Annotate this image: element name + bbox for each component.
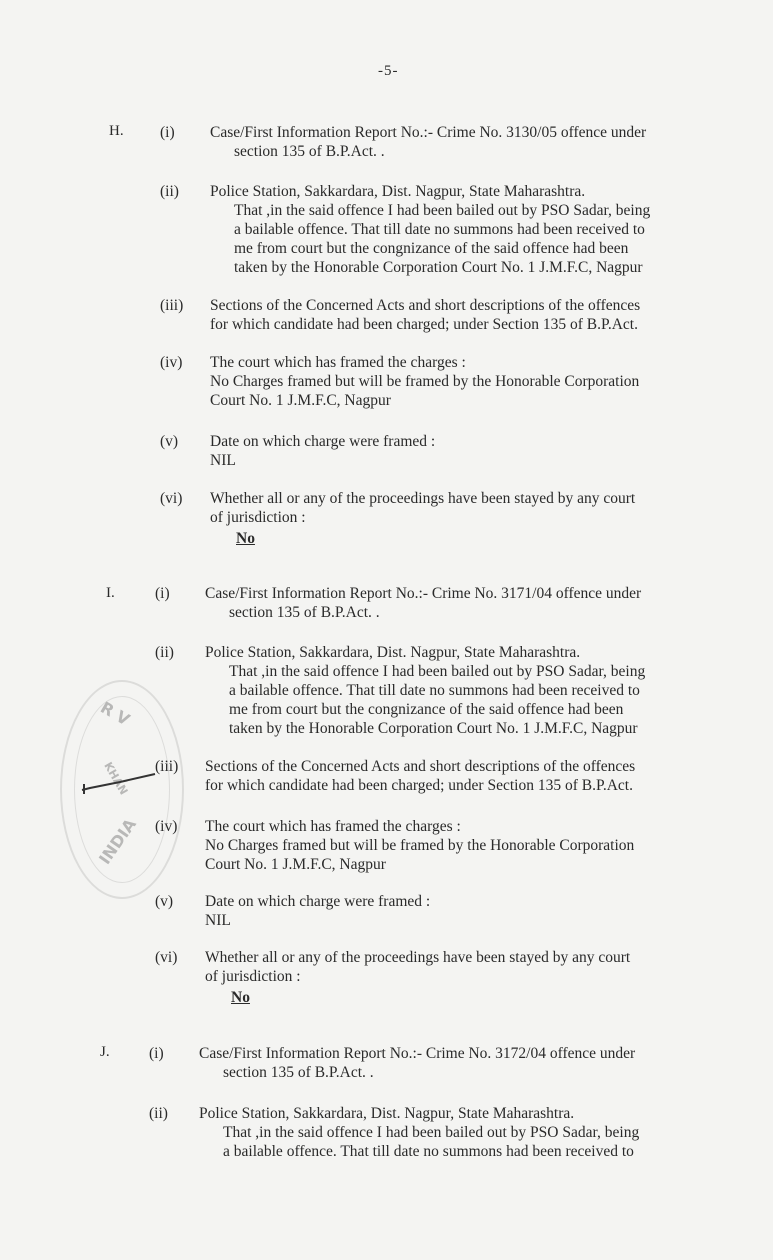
text-line: Sections of the Concerned Acts and short descriptions of the offences (205, 758, 636, 775)
item-text (205, 584, 641, 622)
item-number: (iv) (155, 818, 178, 835)
text-line: That ,in the said offence I had been bailed out by PSO Sadar, being (223, 1124, 640, 1141)
item-text (205, 643, 645, 738)
item-text (210, 123, 646, 161)
text-line: of jurisdiction : (205, 968, 301, 985)
item-number: (vi) (160, 490, 183, 507)
item-number: (i) (149, 1045, 164, 1062)
section-label: I. (106, 585, 115, 601)
text-line: taken by the Honorable Corporation Court No. 1 J.M.F.C, Nagpur (229, 720, 638, 737)
text-line: me from court but the congnizance of the said offence had been (234, 240, 629, 257)
page-number: -5- (378, 63, 399, 79)
text-line: Case/First Information Report No.:- Crime No. 3171/04 offence under (205, 585, 642, 602)
text-line: Court No. 1 J.M.F.C, Nagpur (210, 392, 391, 409)
pen-mark-icon (80, 770, 160, 800)
text-line: section 135 of B.P.Act. . (223, 1064, 374, 1081)
item-text (205, 757, 635, 795)
text-line: NIL (210, 452, 236, 469)
stamp-text-top: R V (97, 697, 134, 730)
text-line: of jurisdiction : (210, 509, 306, 526)
text-line: taken by the Honorable Corporation Court No. 1 J.M.F.C, Nagpur (234, 259, 643, 276)
text-line: a bailable offence. That till date no summons had been received to (234, 221, 645, 238)
item-text (210, 432, 435, 470)
item-text (199, 1104, 639, 1161)
text-line: a bailable offence. That till date no summons had been received to (223, 1143, 634, 1160)
text-line: Whether all or any of the proceedings have been stayed by any court (210, 490, 636, 507)
stamp-text-mid: KHAN (101, 759, 131, 798)
text-line: Sections of the Concerned Acts and short descriptions of the offences (210, 297, 641, 314)
item-text (205, 892, 430, 930)
item-number: (ii) (160, 183, 179, 200)
item-text (205, 817, 634, 874)
stamp-text-bottom: INDIA (95, 815, 140, 868)
text-line: Date on which charge were framed : (205, 893, 431, 910)
item-number: (vi) (155, 949, 178, 966)
text-line: Whether all or any of the proceedings have been stayed by any court (205, 949, 631, 966)
item-number: (v) (155, 893, 174, 910)
text-line: me from court but the congnizance of the said offence had been (229, 701, 624, 718)
text-line: No Charges framed but will be framed by the Honorable Corporation (205, 837, 635, 854)
text-line: The court which has framed the charges : (205, 818, 461, 835)
section-label: J. (100, 1044, 110, 1060)
section-label: H. (109, 123, 124, 139)
item-number: (ii) (155, 644, 174, 661)
text-line: Police Station, Sakkardara, Dist. Nagpur, State Maharashtra. (210, 183, 586, 200)
text-line: Case/First Information Report No.:- Crime No. 3172/04 offence under (199, 1045, 636, 1062)
text-line: Date on which charge were framed : (210, 433, 436, 450)
item-text (210, 296, 640, 334)
text-line: Police Station, Sakkardara, Dist. Nagpur, State Maharashtra. (205, 644, 581, 661)
text-line: for which candidate had been charged; under Section 135 of B.P.Act. (205, 777, 633, 794)
text-line: Police Station, Sakkardara, Dist. Nagpur, State Maharashtra. (199, 1105, 575, 1122)
item-number: (v) (160, 433, 179, 450)
text-line: section 135 of B.P.Act. . (234, 143, 385, 160)
text-line: a bailable offence. That till date no summons had been received to (229, 682, 640, 699)
text-line: That ,in the said offence I had been bailed out by PSO Sadar, being (234, 202, 651, 219)
item-text (210, 182, 650, 277)
item-number: (i) (160, 124, 175, 141)
item-text (199, 1044, 635, 1082)
item-text (210, 353, 639, 410)
text-line: Court No. 1 J.M.F.C, Nagpur (205, 856, 386, 873)
text-line: The court which has framed the charges : (210, 354, 466, 371)
text-line: That ,in the said offence I had been bailed out by PSO Sadar, being (229, 663, 646, 680)
item-text (210, 489, 635, 548)
answer-text: No (231, 989, 250, 1006)
answer-text: No (236, 530, 255, 547)
text-line: section 135 of B.P.Act. . (229, 604, 380, 621)
item-number: (iii) (155, 758, 179, 775)
item-number: (ii) (149, 1105, 168, 1122)
item-number: (iv) (160, 354, 183, 371)
text-line: for which candidate had been charged; under Section 135 of B.P.Act. (210, 316, 638, 333)
item-number: (iii) (160, 297, 184, 314)
text-line: Case/First Information Report No.:- Crime No. 3130/05 offence under (210, 124, 647, 141)
item-number: (i) (155, 585, 170, 602)
text-line: No Charges framed but will be framed by the Honorable Corporation (210, 373, 640, 390)
item-text (205, 948, 630, 1007)
text-line: NIL (205, 912, 231, 929)
